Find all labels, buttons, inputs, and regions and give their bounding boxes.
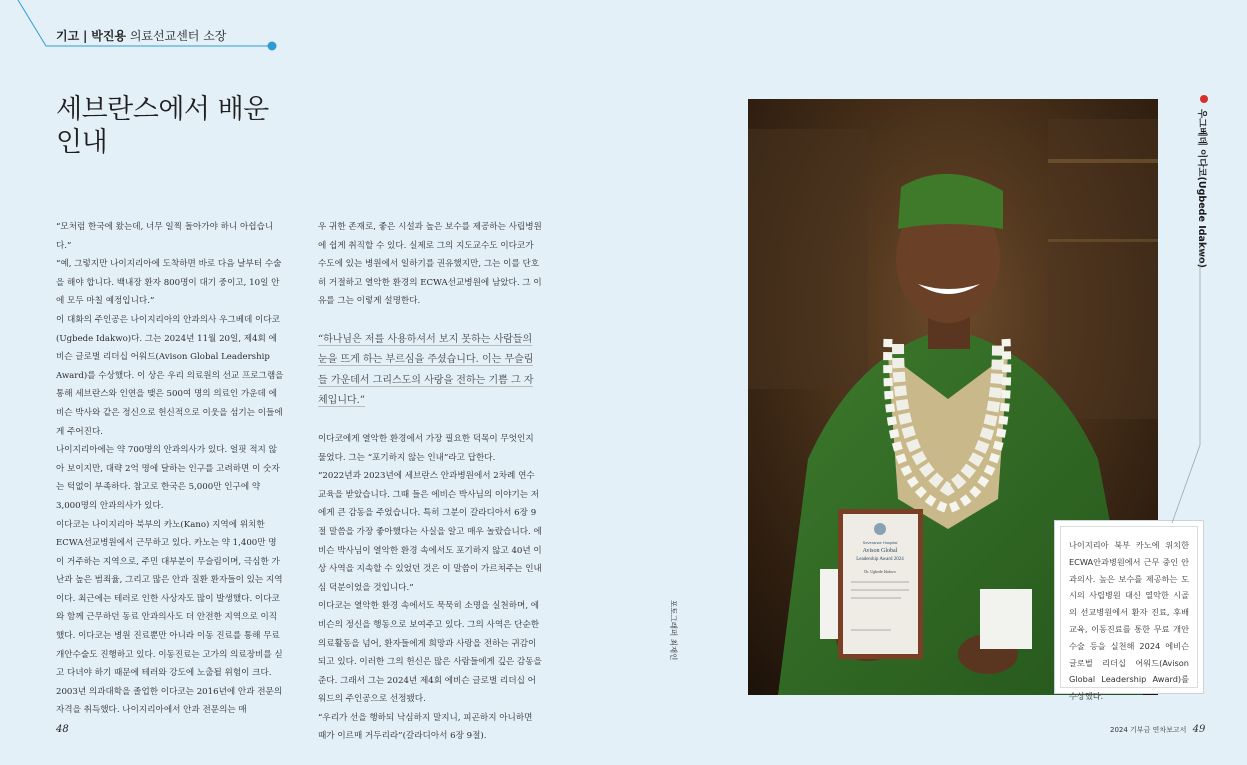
subject-name: 우그베데 이다코(Ugbede Idakwo) bbox=[1196, 109, 1207, 268]
photo-credit-text: 포토그래퍼 최재인 bbox=[669, 600, 678, 661]
header-affiliation: 의료선교센터 소장 bbox=[129, 29, 227, 43]
header-separator: | bbox=[83, 29, 88, 43]
header-tag bbox=[56, 27, 226, 44]
header-author: 박진용 bbox=[91, 29, 127, 43]
paragraph: 이다코는 나이지리아 북부의 카노(Kano) 지역에 위치한 ECWA선교병원에서 근무하고 있다. 카노는 약 1,400만 명이 거주하는 지역으로, 주민 대부분이 무슬림이며, 극심한 가난과 높은 범죄율, 그리고 많은 안과 질환 환자들이 있는 지역이다. 최근에는 테러로 인한 사상자도 많이 발생했다. 이다코와 함께 근무하던 동료 안과의사도 더 안전한 지역으로 이직했다. 이다코는 병원 진료뿐만 아니라 이동 진료를 통해 무료 개안수술도 진행하고 있다. 이동진료는 고가의 의료장비를 싣고 다녀야 하기 때문에 테러와 강도에 노출될 위험이 크다. bbox=[56, 519, 283, 679]
plaque-line-4: Dr. Ugbede Idakwo bbox=[864, 569, 896, 574]
photo-caption-box bbox=[1054, 520, 1204, 702]
paragraph: 나이지리아에는 약 700명의 안과의사가 있다. 얼핏 적지 않아 보이지만, 대략 2억 명에 달하는 인구를 고려하면 이 숫자는 턱없이 부족하다. 참고로 한국은 5,000만 인구에 약 3,000명의 안과의사가 있다. bbox=[56, 445, 280, 511]
header-rule bbox=[0, 0, 280, 52]
paragraph: “우리가 선을 행하되 낙심하지 말지니, 피곤하지 아니하면 때가 이르매 거두리라”(갈라디아서 6장 9절). bbox=[318, 712, 533, 742]
plaque-line-1: Severance Hospital bbox=[862, 540, 898, 545]
caption-connector-line bbox=[1170, 245, 1210, 525]
paragraph: “2022년과 2023년에 세브란스 안과병원에서 2차례 연수 교육을 받았습니다. 그때 들은 에비슨 박사님의 이야기는 저에게 큰 감동을 주었습니다. 특히 그분이 갈라디아서 6장 9절 말씀을 가장 좋아했다는 사실을 알고 매우 놀랐습니다. 에비슨 박사님이 열악한 환경 속에서도 포기하지 않고 40년 이상 사역을 지속할 수 있었던 것은 이 말씀이 가르쳐주는 인내심 덕분이었을 것입니다.” bbox=[318, 471, 542, 593]
award-plaque bbox=[838, 509, 923, 659]
paragraph: 이다코에게 열악한 환경에서 가장 필요한 덕목이 무엇인지 물었다. 그는 “포기하지 않는 인내”라고 답한다. bbox=[318, 433, 534, 463]
header-category: 기고 bbox=[56, 29, 80, 43]
pull-quote bbox=[318, 330, 542, 412]
title-line-2: 인내 bbox=[56, 127, 108, 158]
paragraph: 이 대화의 주인공은 나이지리아의 안과의사 우그베데 이다코(Ugbede Idakwo)다. 그는 2024년 11월 20일, 제4회 에비슨 글로벌 리더십 어워드(Avison Global Leadership Award)를 수상했다. 이 상은 우리 의료원의 선교 프로그램을 통해 세브란스와 인연을 맺은 500여 명의 의료인 가운데 에비슨 박사와 같은 정신으로 헌신적으로 이웃을 섬기는 이들에게 주어진다. bbox=[56, 314, 284, 437]
photo-credit bbox=[665, 600, 685, 720]
plaque-line-2: Avison Global bbox=[862, 548, 898, 554]
title-line-1: 세브란스에서 배운 bbox=[56, 94, 269, 125]
page-number-right: 49 bbox=[1192, 724, 1206, 735]
plaque-line-3: Leadership Award 2024 bbox=[856, 557, 904, 562]
body-column-right bbox=[318, 218, 542, 746]
photo-caption: 나이지리아 북부 카노에 위치한 ECWA안과병원에서 근무 중인 안과의사. 높은 보수를 제공하는 도시의 사립병원 대신 열악한 시골의 선교병원에서 환자 진료, 후배 교육, 이동진료를 통한 무료 개안수술 등을 실천해 2024 에비슨 글로벌 리더십 어워드(Avison Global Leadership Award)를 수상했다. bbox=[1060, 526, 1198, 688]
page-number-left: 48 bbox=[56, 724, 69, 735]
article-title bbox=[56, 93, 269, 159]
red-dot-icon bbox=[1200, 95, 1208, 103]
paragraph: 2003년 의과대학을 졸업한 이다코는 2016년에 안과 전문의 자격을 취득했다. 나이지리아에서 안과 전문의는 매 bbox=[56, 686, 283, 716]
subject-name-vertical bbox=[1196, 95, 1218, 268]
pull-quote-text: “하나님은 저를 사용하셔서 보지 못하는 사람들의 눈을 뜨게 하는 부르심을 주셨습니다. 이는 무슬림들 가운데서 그리스도의 사랑을 전하는 기쁨 그 자체입니다.” bbox=[318, 333, 534, 407]
footer-right bbox=[1110, 724, 1205, 735]
footer-publication: 2024 기부금 연차보고서 bbox=[1110, 726, 1187, 734]
paragraph: 우 귀한 존재로, 좋은 시설과 높은 보수를 제공하는 사립병원에 쉽게 취직할 수 있다. 실제로 그의 지도교수도 이다코가 수도에 있는 병원에서 일하기를 권유했지만, 그는 이를 단호히 거절하고 열악한 환경의 ECWA선교병원에 남았다. 그 이유를 그는 이렇게 설명한다. bbox=[318, 222, 542, 307]
body-column-left bbox=[56, 218, 284, 720]
paragraph: “예, 그렇지만 나이지리아에 도착하면 바로 다음 날부터 수술을 해야 합니다. 백내장 환자 800명이 대기 중이고, 10일 안에 모두 마칠 예정입니다.” bbox=[56, 259, 282, 307]
paragraph: “모처럼 한국에 왔는데, 너무 일찍 돌아가야 하니 아쉽습니다.” bbox=[56, 222, 274, 251]
paragraph: 이다코는 열악한 환경 속에서도 묵묵히 소명을 실천하며, 에비슨의 정신을 행동으로 보여주고 있다. 그의 사역은 단순한 의료활동을 넘어, 환자들에게 희망과 사랑을 전하는 귀감이 되고 있다. 이러한 그의 헌신은 많은 사람들에게 깊은 감동을 준다. 그래서 그는 2024년 제4회 에비슨 글로벌 리더십 어워드의 주인공으로 선정됐다. bbox=[318, 601, 542, 705]
